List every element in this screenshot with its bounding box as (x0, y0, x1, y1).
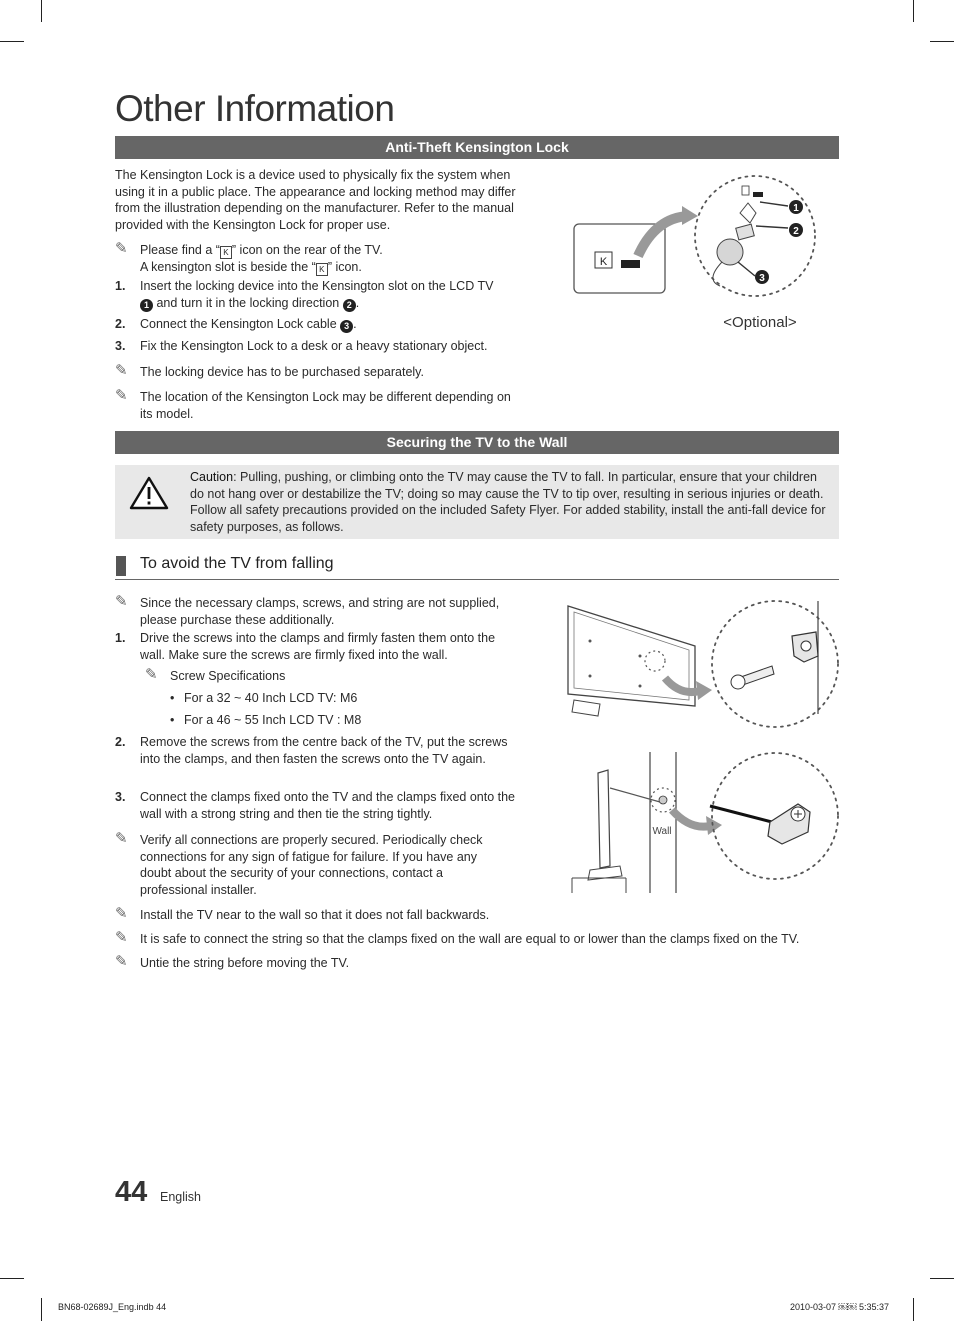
pencil-note-icon: ✎ (115, 593, 128, 610)
pencil-note-icon: ✎ (115, 929, 128, 946)
page-number: 44 (115, 1176, 148, 1208)
wall-note-purchase: ✎ Since the necessary clamps, screws, and string are not supplied, please purchase these additionally. (115, 593, 500, 627)
kensington-note-icon-location: ✎ Please find a “ K ” icon on the rear of the TV. A kensington slot is beside the “ K ” icon. (115, 240, 383, 274)
kensington-step-1: 1. Insert the locking device into the Kensington slot on the LCD TV 1 and turn it in the locking direction 2 . (115, 279, 494, 310)
caution-label: Caution (190, 470, 234, 484)
warning-triangle-icon (128, 475, 170, 511)
marker-1-icon: 1 (793, 203, 799, 214)
marker-3-icon: 3 (340, 320, 353, 333)
kensington-lock-illustration (560, 168, 840, 338)
wall-note-install: ✎ Install the TV near to the wall so that it does not fall backwards. (115, 905, 490, 922)
optional-label: <Optional> (723, 314, 797, 331)
pencil-note-icon: ✎ (115, 830, 128, 847)
kensington-k-icon: K (599, 256, 608, 268)
language-label: English (160, 1190, 201, 1204)
tv-back-clamp-illustration (560, 596, 842, 732)
kensington-note-purchase: ✎ The locking device has to be purchased separately. (115, 362, 424, 379)
caution-text: Caution: Pulling, pushing, or climbing onto the TV may cause the TV to fall. In particular, ensure that your children do not hang over or destabilize the TV; doing so may cause the TV to tip over, resulting in serious injuries or death. Follow all safety precautions provided on the included Safety Flyer. For added stability, install the anti-fall device for safety purposes, as follows. (190, 470, 826, 534)
marker-1-icon: 1 (140, 299, 153, 312)
wall-note-string-level: ✎ It is safe to connect the string so that the clamps fixed on the wall are equal to or lower than the clamps fixed on the TV. (115, 929, 800, 946)
crop-mark (930, 41, 954, 42)
subheading-bar (116, 556, 126, 576)
marker-2-icon: 2 (793, 226, 799, 237)
crop-mark (41, 1298, 42, 1321)
crop-mark (0, 1278, 24, 1279)
wall-note-untie: ✎ Untie the string before moving the TV. (115, 953, 350, 970)
wall-note-verify: ✎ Verify all connections are properly secured. Periodically check connections for any sign of fatigue for failure. If you have any doubt about the security of your connections, contact a professional installer. (115, 830, 483, 897)
section-header-wall: Securing the TV to the Wall (115, 431, 839, 454)
screw-spec-note: ✎ Screw Specifications (145, 666, 286, 683)
screw-spec-bullet: • For a 32 ~ 40 Inch LCD TV: M6 (170, 691, 358, 705)
pencil-note-icon: ✎ (115, 953, 128, 970)
kensington-note-location: ✎ The location of the Kensington Lock may be different depending on its model. (115, 387, 511, 421)
wall-step-3: 3. Connect the clamps fixed onto the TV and the clamps fixed onto the wall with a strong string and then tie the string tightly. (115, 790, 515, 821)
pencil-note-icon: ✎ (115, 387, 128, 404)
pencil-note-icon: ✎ (115, 362, 128, 379)
crop-mark (0, 41, 24, 42)
wall-label: Wall (652, 826, 672, 837)
tv-wall-string-illustration (560, 748, 842, 898)
screw-spec-bullet: • For a 46 ~ 55 Inch LCD TV : M8 (170, 713, 362, 727)
kensington-k-icon: K (220, 246, 232, 259)
page-title: Other Information (115, 88, 395, 129)
pencil-note-icon: ✎ (145, 666, 158, 683)
crop-mark (930, 1278, 954, 1279)
file-name: BN68-02689J_Eng.indb 44 (58, 1302, 167, 1312)
crop-mark (41, 0, 42, 22)
section-header-kensington: Anti-Theft Kensington Lock (115, 136, 839, 159)
pencil-note-icon: ✎ (115, 905, 128, 922)
kensington-intro: The Kensington Lock is a device used to physically fix the system when using it in a public place. The appearance and locking method may differ from the illustration depending on the manufacturer. Refer to the manual provided with the Kensington Lock for proper use. (115, 168, 516, 232)
kensington-step-2: 2. Connect the Kensington Lock cable 3 . (115, 317, 357, 331)
marker-2-icon: 2 (343, 299, 356, 312)
caution-box (115, 465, 839, 539)
wall-step-2: 2. Remove the screws from the centre back of the TV, put the screws into the clamps, and then fasten the screws onto the TV again. (115, 735, 508, 766)
crop-mark (913, 0, 914, 22)
print-timestamp: 2010-03-07 ￼￼ 5:35:37 (790, 1302, 890, 1312)
pencil-note-icon: ✎ (115, 240, 128, 257)
kensington-k-icon: K (316, 263, 328, 276)
crop-mark (913, 1298, 914, 1321)
marker-3-icon: 3 (759, 273, 765, 284)
subheading-avoid-falling: To avoid the TV from falling (115, 554, 839, 580)
kensington-step-3: 3. Fix the Kensington Lock to a desk or a heavy stationary object. (115, 339, 488, 353)
wall-step-1: 1. Drive the screws into the clamps and firmly fasten them onto the wall. Make sure the screws are firmly fixed into the wall. (115, 631, 496, 662)
